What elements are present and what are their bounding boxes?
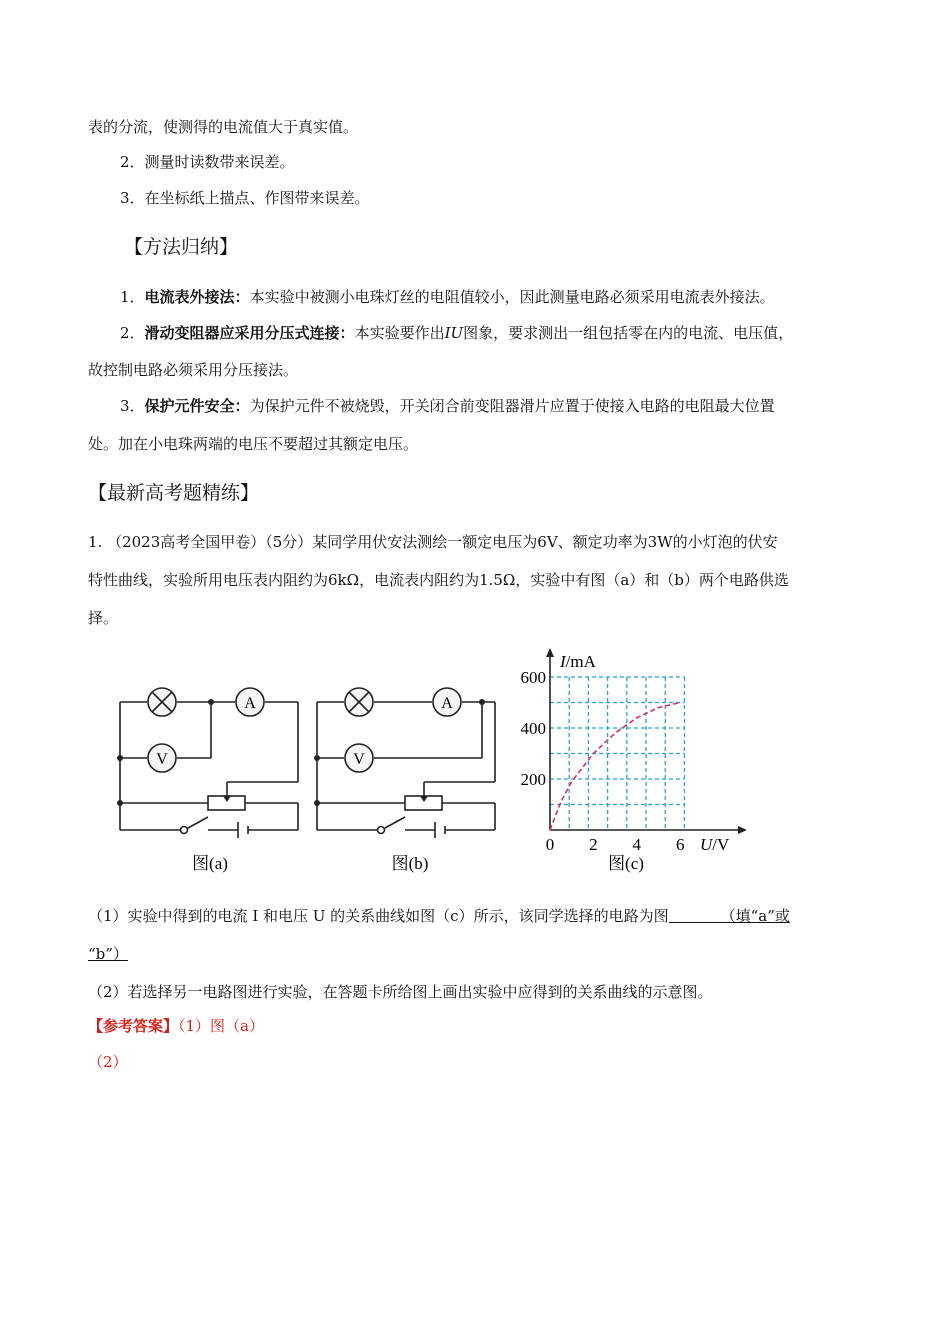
answer-1: （1）图（a） (178, 1017, 265, 1035)
fill-hint: （填“a”或 (720, 907, 790, 925)
x-axis-arrow (738, 826, 747, 834)
circuit-a (120, 688, 298, 838)
voltmeter-label: V (353, 751, 365, 768)
method-italic: IU (444, 324, 464, 342)
x-tick-label: 2 (589, 835, 598, 854)
ammeter-label: A (441, 695, 453, 712)
exam-heading: 【最新高考题精练】 (88, 482, 260, 504)
x-tick-label: 0 (545, 835, 555, 854)
y-tick-label: 200 (520, 770, 546, 789)
answer-blank[interactable] (669, 908, 721, 923)
method-text: 本实验中被测小电珠灯丝的电阻值较小，因此测量电路必须采用电流表外接法。 (249, 288, 775, 306)
reference-answer-2: （2） (88, 1053, 128, 1071)
ammeter-label: A (244, 695, 256, 712)
figure-b-caption: 图(b) (391, 854, 429, 873)
list-number: 2． (120, 153, 145, 171)
reference-answer (88, 1016, 264, 1036)
circuit-figures (110, 645, 750, 880)
sub-question-1-cont (88, 944, 128, 964)
question-line: 1. （2023高考全国甲卷）（5分）某同学用伏安法测绘一额定电压为6V、额定功率为3W的小灯泡的伏安 (88, 533, 778, 551)
figure-c-caption: 图(c) (608, 854, 644, 873)
method-item (120, 287, 775, 307)
figure-a-caption: 图(a) (192, 854, 228, 873)
y-axis-arrow (546, 648, 554, 657)
method-title: 保护元件安全： (144, 397, 250, 415)
method-number: 1． (120, 288, 145, 306)
x-axis-variable: U (700, 835, 713, 854)
circuit-b (317, 688, 495, 838)
y-axis-variable: I (560, 652, 566, 671)
list-text: 测量时读数带来误差。 (144, 153, 295, 171)
answer-label: 【参考答案】 (88, 1017, 179, 1035)
method-heading: 【方法归纳】 (124, 236, 239, 258)
sub-question-1 (88, 906, 790, 926)
method-item (120, 396, 775, 416)
x-tick-label: 4 (632, 835, 642, 854)
question-line: 特性曲线，实验所用电压表内阻约为6kΩ，电流表内阻约为1.5Ω，实验中有图（a）和（b）两个电路供选 (88, 571, 789, 589)
method-item (120, 323, 793, 343)
x-axis-unit: /V (712, 835, 730, 854)
x-tick-label: 6 (675, 835, 685, 854)
fill-hint: “b”） (88, 945, 128, 963)
iu-graph (521, 648, 748, 854)
method-number: 2． (120, 324, 145, 342)
y-axis-unit: /mA (565, 652, 596, 671)
list-item (120, 188, 370, 208)
y-axis-label (559, 652, 597, 671)
y-tick-label: 400 (520, 719, 546, 738)
list-text: 在坐标纸上描点、作图带来误差。 (144, 189, 370, 207)
method-title: 滑动变阻器应采用分压式连接： (144, 324, 355, 342)
x-axis-label (700, 835, 730, 854)
method-number: 3． (120, 397, 145, 415)
y-tick-label: 600 (520, 668, 546, 687)
question-line: 择。 (88, 609, 119, 627)
paragraph-continuation: 表的分流，使测得的电流值大于真实值。 (88, 118, 359, 136)
sub-question-text: （1）实验中得到的电流 I 和电压 U 的关系曲线如图（c）所示，该同学选择的电路为图 (88, 907, 669, 925)
voltmeter-label: V (156, 751, 168, 768)
method-continuation: 处。加在小电珠两端的电压不要超过其额定电压。 (88, 435, 419, 453)
method-continuation: 故控制电路必须采用分压接法。 (88, 361, 299, 379)
list-item (120, 152, 295, 172)
method-text: 图象，要求测出一组包括零在内的电流、电压值， (463, 324, 794, 342)
list-number: 3． (120, 189, 145, 207)
sub-question-2: （2）若选择另一电路图进行实验，在答题卡所给图上画出实验中应得到的关系曲线的示意图。 (88, 983, 713, 1001)
method-title: 电流表外接法： (144, 288, 250, 306)
method-text: 本实验要作出 (354, 324, 445, 342)
method-text: 为保护元件不被烧毁，开关闭合前变阻器滑片应置于使接入电路的电阻最大位置 (249, 397, 775, 415)
